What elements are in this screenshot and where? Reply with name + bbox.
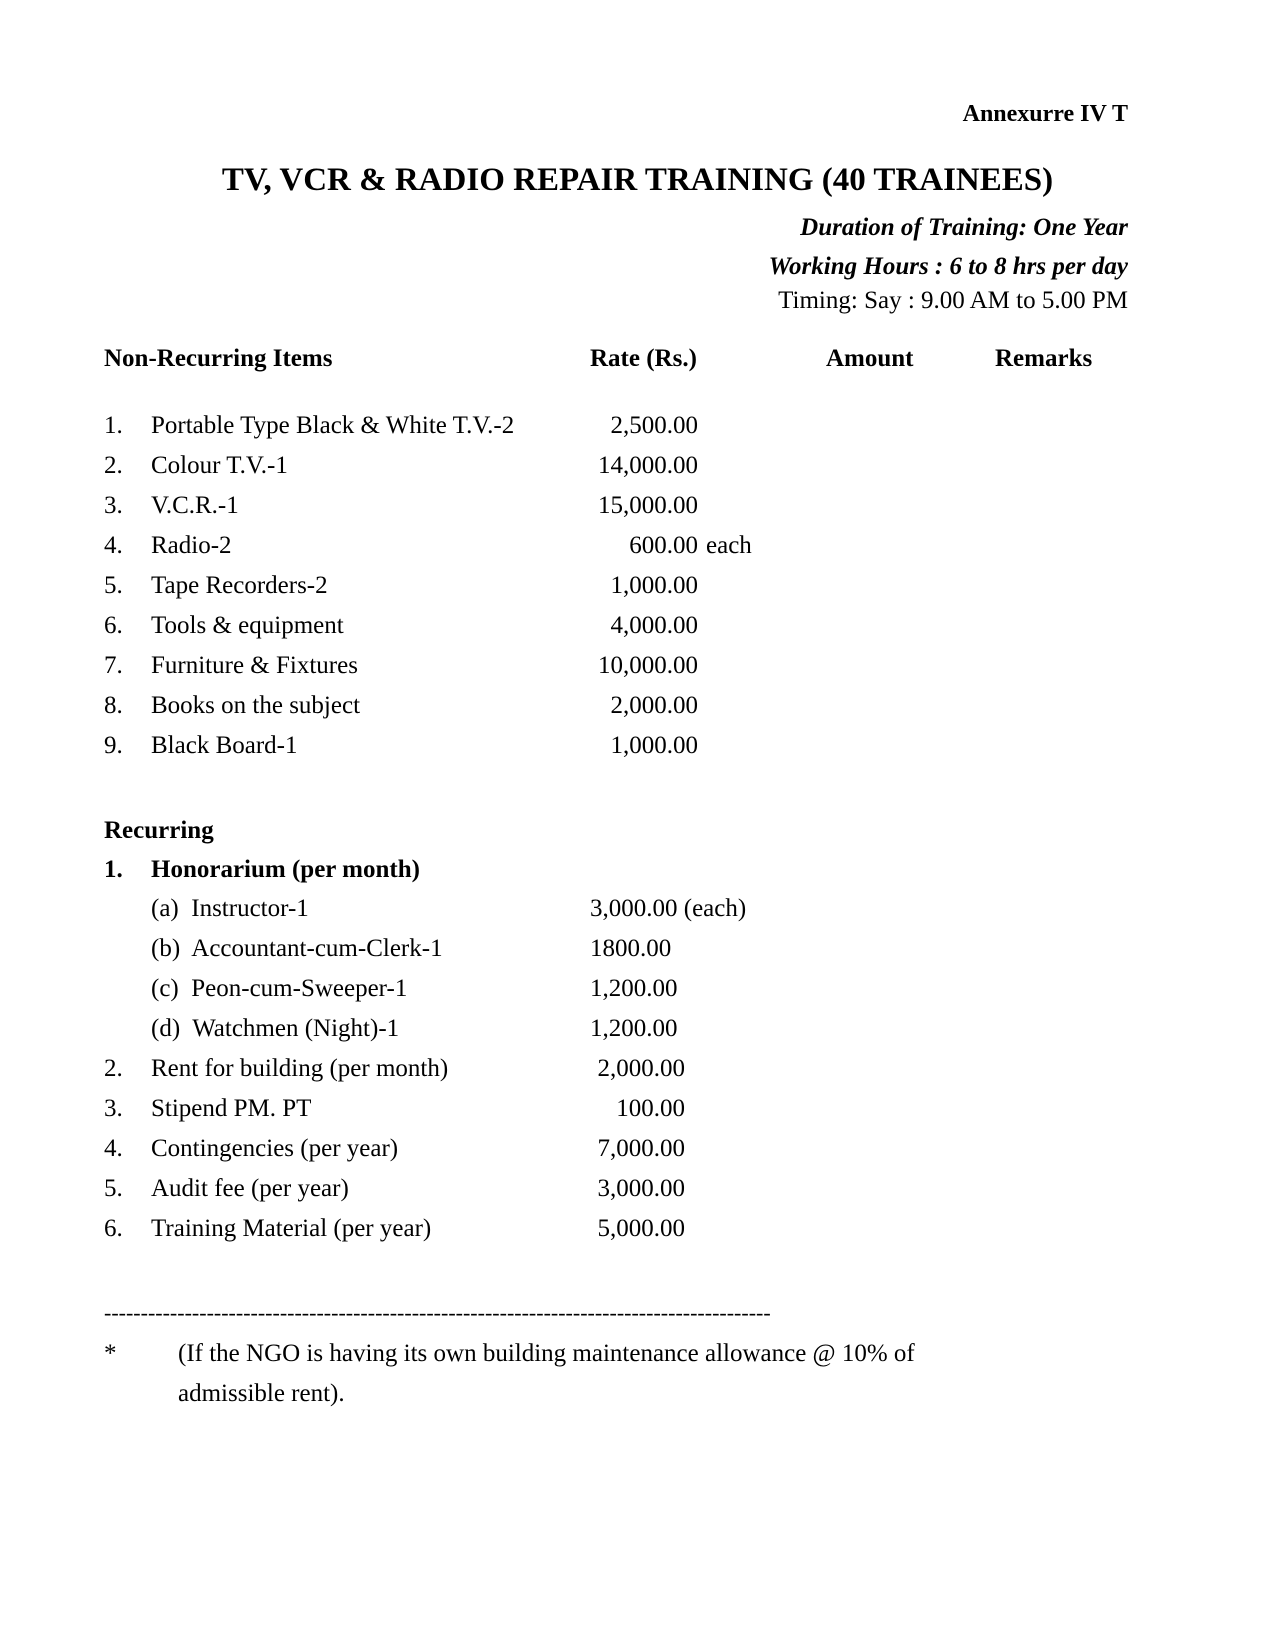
table-row bbox=[0, 452, 1275, 492]
recurring-heading: Recurring bbox=[104, 817, 214, 844]
item-rate: 4,000.00 bbox=[610, 612, 698, 639]
item-label: Tools & equipment bbox=[151, 612, 344, 639]
honorarium-item-rate: 1800.00 bbox=[590, 935, 672, 962]
item-rate: 2,000.00 bbox=[610, 692, 698, 719]
item-label: Books on the subject bbox=[151, 692, 361, 719]
item-rate: 600.00 bbox=[629, 532, 698, 559]
item-label: Portable Type Black & White T.V.-2 bbox=[151, 412, 515, 439]
divider-line: ------------------------------------------------------------------------------------------- bbox=[104, 1300, 771, 1325]
item-number: 7. bbox=[104, 652, 123, 679]
footnote-line-1: (If the NGO is having its own building maintenance allowance @ 10% of bbox=[178, 1340, 915, 1367]
honorarium-item-label: (b) Accountant-cum-Clerk-1 bbox=[151, 935, 443, 962]
item-rate: 14,000.00 bbox=[598, 452, 698, 479]
table-row bbox=[0, 1095, 1275, 1135]
item-rate: 1,000.00 bbox=[610, 572, 698, 599]
table-row bbox=[0, 895, 1275, 935]
item-number: 5. bbox=[104, 572, 123, 599]
table-row bbox=[0, 692, 1275, 732]
item-number: 4. bbox=[104, 1135, 123, 1162]
item-rate-suffix: each bbox=[706, 532, 752, 559]
item-rate: 3,000.00 bbox=[597, 1175, 685, 1202]
item-rate: 100.00 bbox=[616, 1095, 685, 1122]
honorarium-item-rate: 3,000.00 (each) bbox=[590, 895, 747, 922]
item-number: 6. bbox=[104, 1215, 123, 1242]
item-rate: 2,000.00 bbox=[597, 1055, 685, 1082]
item-number: 1. bbox=[104, 412, 123, 439]
table-row bbox=[0, 572, 1275, 612]
annexure-label: Annexurre IV T bbox=[962, 101, 1128, 127]
honorarium-heading: Honorarium (per month) bbox=[151, 856, 420, 883]
item-number: 5. bbox=[104, 1175, 123, 1202]
footnote-mark: * bbox=[104, 1340, 117, 1367]
item-number: 2. bbox=[104, 1055, 123, 1082]
item-label: Colour T.V.-1 bbox=[151, 452, 288, 479]
item-number: 4. bbox=[104, 532, 123, 559]
item-label: Audit fee (per year) bbox=[151, 1175, 349, 1202]
item-label: Training Material (per year) bbox=[151, 1215, 432, 1242]
honorarium-number: 1. bbox=[104, 856, 123, 883]
table-row bbox=[0, 532, 1275, 572]
table-row bbox=[0, 612, 1275, 652]
honorarium-item-rate: 1,200.00 bbox=[590, 975, 678, 1002]
duration-text: Duration of Training: One Year bbox=[800, 214, 1128, 241]
honorarium-item-label: (a) Instructor-1 bbox=[151, 895, 309, 922]
item-label: Rent for building (per month) bbox=[151, 1055, 449, 1082]
timing-text: Timing: Say : 9.00 AM to 5.00 PM bbox=[778, 287, 1128, 314]
item-rate: 2,500.00 bbox=[610, 412, 698, 439]
item-label: Tape Recorders-2 bbox=[151, 572, 328, 599]
table-row bbox=[0, 1055, 1275, 1095]
table-row bbox=[0, 1135, 1275, 1175]
honorarium-item-label: (c) Peon-cum-Sweeper-1 bbox=[151, 975, 408, 1002]
working-hours-text: Working Hours : 6 to 8 hrs per day bbox=[768, 253, 1128, 280]
header-rate: Rate (Rs.) bbox=[590, 345, 697, 372]
table-row bbox=[0, 492, 1275, 532]
item-rate: 7,000.00 bbox=[597, 1135, 685, 1162]
header-amount: Amount bbox=[826, 345, 914, 372]
table-row bbox=[0, 1215, 1275, 1255]
item-rate: 1,000.00 bbox=[610, 732, 698, 759]
table-row bbox=[0, 935, 1275, 975]
item-label: Radio-2 bbox=[151, 532, 232, 559]
table-row bbox=[0, 1175, 1275, 1215]
item-number: 3. bbox=[104, 1095, 123, 1122]
item-number: 2. bbox=[104, 452, 123, 479]
table-row bbox=[0, 975, 1275, 1015]
honorarium-item-rate: 1,200.00 bbox=[590, 1015, 678, 1042]
table-row bbox=[0, 1015, 1275, 1055]
item-label: V.C.R.-1 bbox=[151, 492, 239, 519]
item-label: Furniture & Fixtures bbox=[151, 652, 358, 679]
table-row bbox=[0, 732, 1275, 772]
item-number: 8. bbox=[104, 692, 123, 719]
item-label: Contingencies (per year) bbox=[151, 1135, 399, 1162]
item-label: Stipend PM. PT bbox=[151, 1095, 312, 1122]
item-number: 6. bbox=[104, 612, 123, 639]
item-label: Black Board-1 bbox=[151, 732, 298, 759]
item-rate: 5,000.00 bbox=[597, 1215, 685, 1242]
page-title: TV, VCR & RADIO REPAIR TRAINING (40 TRAINEES) bbox=[221, 162, 1054, 198]
item-number: 3. bbox=[104, 492, 123, 519]
header-remarks: Remarks bbox=[995, 345, 1093, 372]
table-row bbox=[0, 412, 1275, 452]
footnote-line-2: admissible rent). bbox=[178, 1380, 345, 1407]
honorarium-item-label: (d) Watchmen (Night)-1 bbox=[151, 1015, 400, 1042]
header-items: Non-Recurring Items bbox=[104, 345, 333, 372]
table-row bbox=[0, 652, 1275, 692]
item-rate: 15,000.00 bbox=[598, 492, 698, 519]
item-number: 9. bbox=[104, 732, 123, 759]
item-rate: 10,000.00 bbox=[598, 652, 698, 679]
